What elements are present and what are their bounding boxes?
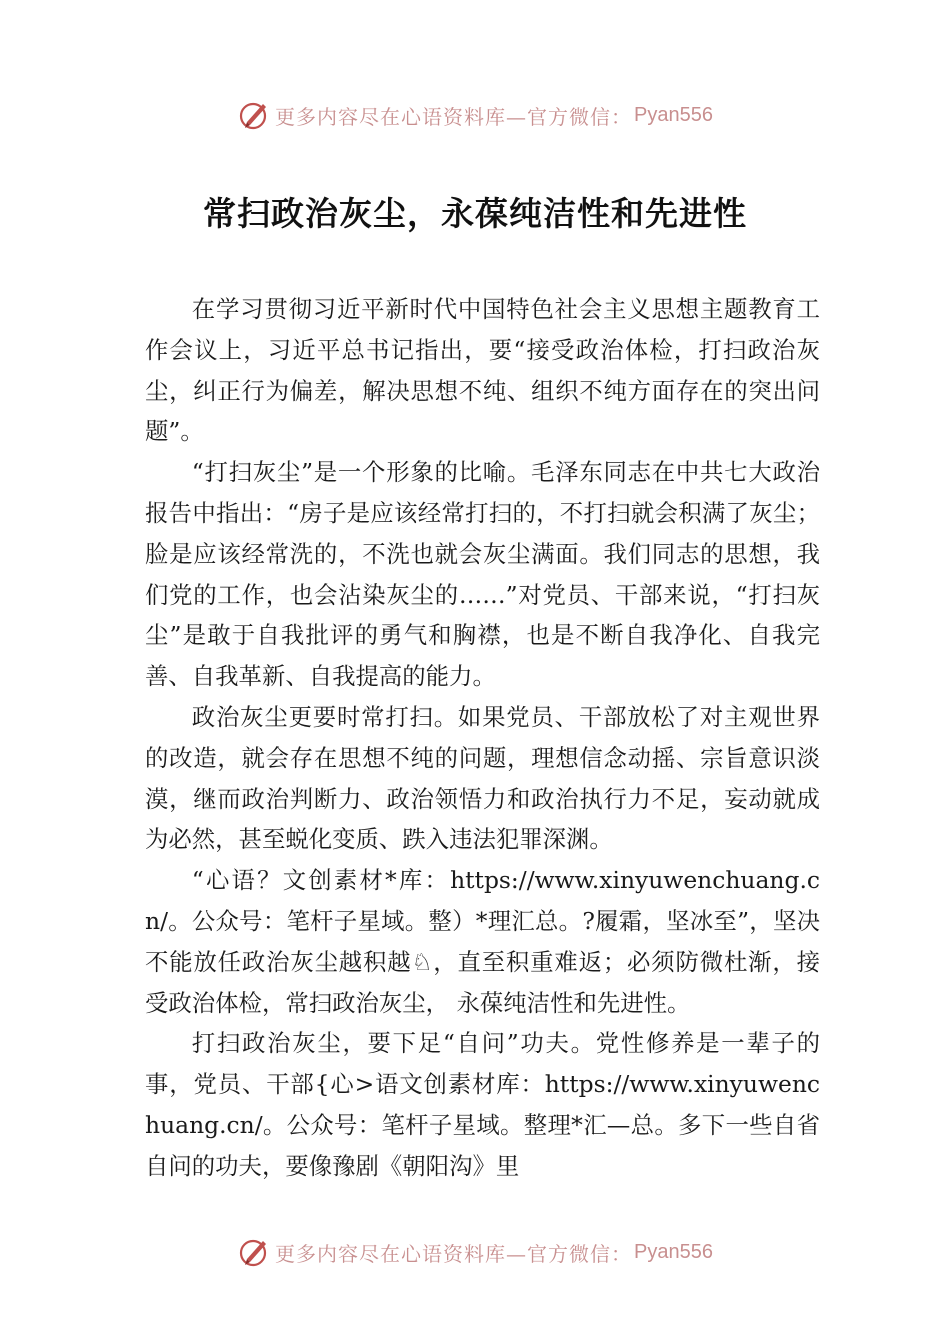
- document-title: 常扫政治灰尘，永葆纯洁性和先进性: [203, 194, 747, 233]
- document-body: [145, 289, 820, 1187]
- pen-logo-icon: [237, 98, 271, 132]
- footer-watermark-banner: [0, 1232, 950, 1272]
- header-watermark-banner: [0, 95, 950, 135]
- paragraph: 在学习贯彻习近平新时代中国特色社会主义思想主题教育工作会议上，习近平总书记指出，要“接受政治体检，打扫政治灰尘，纠正行为偏差，解决思想不纯、组织不纯方面存在的突出问题”。: [145, 295, 820, 446]
- banner-wechat-id: Pyan556: [634, 1240, 713, 1263]
- paragraph: 政治灰尘更要时常打扫。如果党员、干部放松了对主观世界的改造，就会存在思想不纯的问题，理想信念动摇、宗旨意识淡漠，继而政治判断力、政治领悟力和政治执行力不足，妄动就成为必然，甚至蜕化变质、跌入违法犯罪深渊。: [145, 702, 820, 854]
- banner-text: 更多内容尽在心语资料库—官方微信：: [275, 1241, 633, 1266]
- pen-logo-icon: [237, 1235, 271, 1269]
- paragraph: “打扫灰尘”是一个形象的比喻。毛泽东同志在中共七大政治报告中指出：“房子是应该经常打扫的，不打扫就会积满了灰尘；脸是应该经常洗的，不洗也就会灰尘满面。我们同志的思想，我们党的工作，也会沾染灰尘的……”对党员、干部来说，“打扫灰尘”是敢于自我批评的勇气和胸襟，也是不断自我净化、自我完善、自我革新、自我提高的能力。: [145, 458, 820, 691]
- banner-text: 更多内容尽在心语资料库—官方微信：: [275, 104, 633, 129]
- paragraph: “心语？文创素材*库：https://www.xinyuwenchuang.cn/。公众号：笔杆子星域。整）*理汇总。?履霜，坚冰至”，坚决不能放任政治灰尘越积越♘，直至积重难返；必须防微杜渐，接受政治体检，常扫政治灰尘， 永葆纯洁性和先进性。: [145, 866, 820, 1017]
- banner-wechat-id: Pyan556: [634, 103, 713, 126]
- paragraph: 打扫政治灰尘，要下足“自问”功夫。党性修养是一辈子的事，党员、干部{心>语文创素材库：https://www.xinyuwenchuang.cn/。公众号：笔杆子星域。整理*汇—总。多下一些自省自问的功夫，要像豫剧《朝阳沟》里: [145, 1029, 820, 1180]
